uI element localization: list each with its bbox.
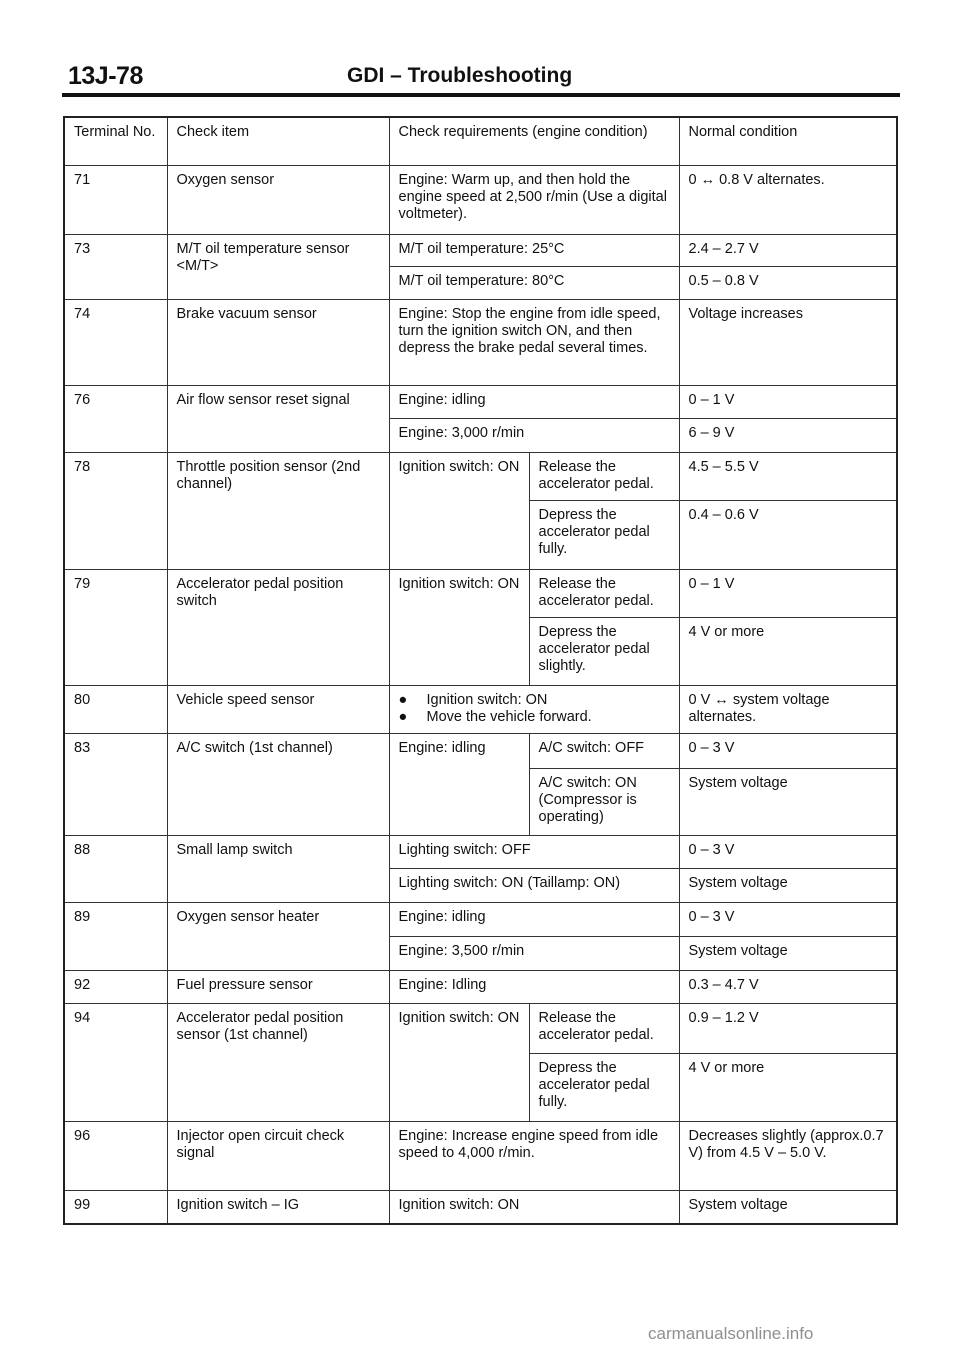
normal-condition-cell: 0.4 – 0.6 V bbox=[679, 500, 897, 569]
sub-condition-cell: A/C switch: ON (Compressor is operating) bbox=[529, 768, 679, 835]
page-title: GDI – Troubleshooting bbox=[347, 64, 573, 87]
normal-condition-cell: 0.5 – 0.8 V bbox=[679, 266, 897, 299]
normal-condition-cell: 0 – 1 V bbox=[679, 385, 897, 418]
check-item-cell: Oxygen sensor heater bbox=[167, 902, 389, 970]
terminal-cell: 74 bbox=[64, 299, 167, 385]
terminal-cell: 99 bbox=[64, 1190, 167, 1224]
normal-condition-cell: 2.4 – 2.7 V bbox=[679, 234, 897, 266]
terminal-cell: 88 bbox=[64, 835, 167, 902]
header-check-requirements: Check requirements (engine condition) bbox=[389, 117, 679, 165]
sub-condition-cell: A/C switch: OFF bbox=[529, 733, 679, 768]
table-row bbox=[64, 1190, 897, 1224]
header-terminal: Terminal No. bbox=[64, 117, 167, 165]
normal-condition-cell: 0 – 3 V bbox=[679, 835, 897, 868]
normal-condition-cell: Voltage increases bbox=[679, 299, 897, 385]
terminal-cell: 79 bbox=[64, 569, 167, 685]
terminal-cell: 80 bbox=[64, 685, 167, 733]
normal-condition-cell: 0.9 – 1.2 V bbox=[679, 1003, 897, 1053]
terminal-cell: 92 bbox=[64, 970, 167, 1003]
normal-condition-cell: Decreases slightly (approx.0.7 V) from 4.5 V – 5.0 V. bbox=[679, 1121, 897, 1190]
table-row bbox=[64, 452, 897, 500]
requirement-cell: Lighting switch: ON (Taillamp: ON) bbox=[389, 868, 679, 902]
page-number: 13J-78 bbox=[68, 62, 143, 90]
table-row bbox=[64, 902, 897, 936]
table-row bbox=[64, 569, 897, 617]
check-item-cell: A/C switch (1st channel) bbox=[167, 733, 389, 835]
check-item-cell: Throttle position sensor (2nd channel) bbox=[167, 452, 389, 569]
check-item-cell: Accelerator pedal position sensor (1st channel) bbox=[167, 1003, 389, 1121]
bullet-dot-icon: ● bbox=[398, 691, 408, 708]
check-item-cell: Injector open circuit check signal bbox=[167, 1121, 389, 1190]
table-row bbox=[64, 685, 897, 733]
condition-cell: Ignition switch: ON bbox=[389, 452, 529, 569]
table-row bbox=[64, 1003, 897, 1053]
title-rule bbox=[62, 93, 900, 97]
terminal-cell: 94 bbox=[64, 1003, 167, 1121]
normal-condition-cell: 0 V ↔ system voltage alternates. bbox=[679, 685, 897, 733]
requirement-cell: Engine: Idling bbox=[389, 970, 679, 1003]
bullet-dot-icon: ● bbox=[398, 708, 408, 725]
check-item-cell: Brake vacuum sensor bbox=[167, 299, 389, 385]
terminal-check-table bbox=[63, 116, 898, 1225]
terminal-cell: 73 bbox=[64, 234, 167, 299]
table-row bbox=[64, 385, 897, 418]
normal-condition-cell: 0.3 – 4.7 V bbox=[679, 970, 897, 1003]
requirement-cell bbox=[389, 685, 679, 733]
normal-condition-cell: System voltage bbox=[679, 868, 897, 902]
terminal-cell: 83 bbox=[64, 733, 167, 835]
requirement-cell: M/T oil temperature: 80°C bbox=[389, 266, 679, 299]
normal-condition-cell: 0 ↔ 0.8 V alternates. bbox=[679, 165, 897, 234]
table-header-row bbox=[64, 117, 897, 165]
sub-condition-cell: Release the accelerator pedal. bbox=[529, 1003, 679, 1053]
terminal-cell: 96 bbox=[64, 1121, 167, 1190]
sub-condition-cell: Depress the accelerator pedal fully. bbox=[529, 1053, 679, 1121]
header-check-item: Check item bbox=[167, 117, 389, 165]
table-row bbox=[64, 835, 897, 868]
bullet-line bbox=[399, 709, 671, 726]
terminal-cell: 71 bbox=[64, 165, 167, 234]
check-item-cell: Accelerator pedal position switch bbox=[167, 569, 389, 685]
requirement-cell: Engine: Warm up, and then hold the engine speed at 2,500 r/min (Use a digital voltmeter). bbox=[389, 165, 679, 234]
condition-cell: Ignition switch: ON bbox=[389, 1003, 529, 1121]
normal-condition-cell: 4 V or more bbox=[679, 1053, 897, 1121]
table-row bbox=[64, 970, 897, 1003]
check-item-cell: Oxygen sensor bbox=[167, 165, 389, 234]
condition-cell: Ignition switch: ON bbox=[389, 569, 529, 685]
bullet-text: Ignition switch: ON bbox=[426, 691, 548, 708]
normal-condition-cell: 6 – 9 V bbox=[679, 418, 897, 452]
normal-condition-cell: System voltage bbox=[679, 768, 897, 835]
requirement-cell: Ignition switch: ON bbox=[389, 1190, 679, 1224]
check-item-cell: Fuel pressure sensor bbox=[167, 970, 389, 1003]
normal-condition-cell: 0 – 3 V bbox=[679, 733, 897, 768]
check-item-cell: Air flow sensor reset signal bbox=[167, 385, 389, 452]
bullet-text: Move the vehicle forward. bbox=[426, 708, 592, 725]
check-item-cell: Ignition switch – IG bbox=[167, 1190, 389, 1224]
requirement-cell: Engine: idling bbox=[389, 385, 679, 418]
normal-condition-cell: System voltage bbox=[679, 1190, 897, 1224]
normal-condition-cell: 4 V or more bbox=[679, 617, 897, 685]
sub-condition-cell: Release the accelerator pedal. bbox=[529, 452, 679, 500]
requirement-cell: Engine: Stop the engine from idle speed, turn the ignition switch ON, and then depress the brake pedal several times. bbox=[389, 299, 679, 385]
check-item-cell: M/T oil temperature sensor <M/T> bbox=[167, 234, 389, 299]
requirement-cell: M/T oil temperature: 25°C bbox=[389, 234, 679, 266]
header-normal-condition: Normal condition bbox=[679, 117, 897, 165]
check-item-cell: Small lamp switch bbox=[167, 835, 389, 902]
terminal-cell: 89 bbox=[64, 902, 167, 970]
normal-condition-cell: 4.5 – 5.5 V bbox=[679, 452, 897, 500]
bullet-line bbox=[399, 692, 671, 709]
check-item-cell: Vehicle speed sensor bbox=[167, 685, 389, 733]
normal-condition-cell: System voltage bbox=[679, 936, 897, 970]
requirement-cell: Engine: 3,500 r/min bbox=[389, 936, 679, 970]
watermark: carmanualsonline.info bbox=[648, 1324, 814, 1343]
table-row bbox=[64, 234, 897, 266]
sub-condition-cell: Release the accelerator pedal. bbox=[529, 569, 679, 617]
table-row bbox=[64, 299, 897, 385]
condition-cell: Engine: idling bbox=[389, 733, 529, 835]
sub-condition-cell: Depress the accelerator pedal fully. bbox=[529, 500, 679, 569]
requirement-cell: Engine: idling bbox=[389, 902, 679, 936]
table-row bbox=[64, 1121, 897, 1190]
terminal-cell: 78 bbox=[64, 452, 167, 569]
table-row bbox=[64, 165, 897, 234]
table-row bbox=[64, 733, 897, 768]
sub-condition-cell: Depress the accelerator pedal slightly. bbox=[529, 617, 679, 685]
normal-condition-cell: 0 – 3 V bbox=[679, 902, 897, 936]
requirement-cell: Lighting switch: OFF bbox=[389, 835, 679, 868]
terminal-cell: 76 bbox=[64, 385, 167, 452]
requirement-cell: Engine: Increase engine speed from idle speed to 4,000 r/min. bbox=[389, 1121, 679, 1190]
normal-condition-cell: 0 – 1 V bbox=[679, 569, 897, 617]
requirement-cell: Engine: 3,000 r/min bbox=[389, 418, 679, 452]
